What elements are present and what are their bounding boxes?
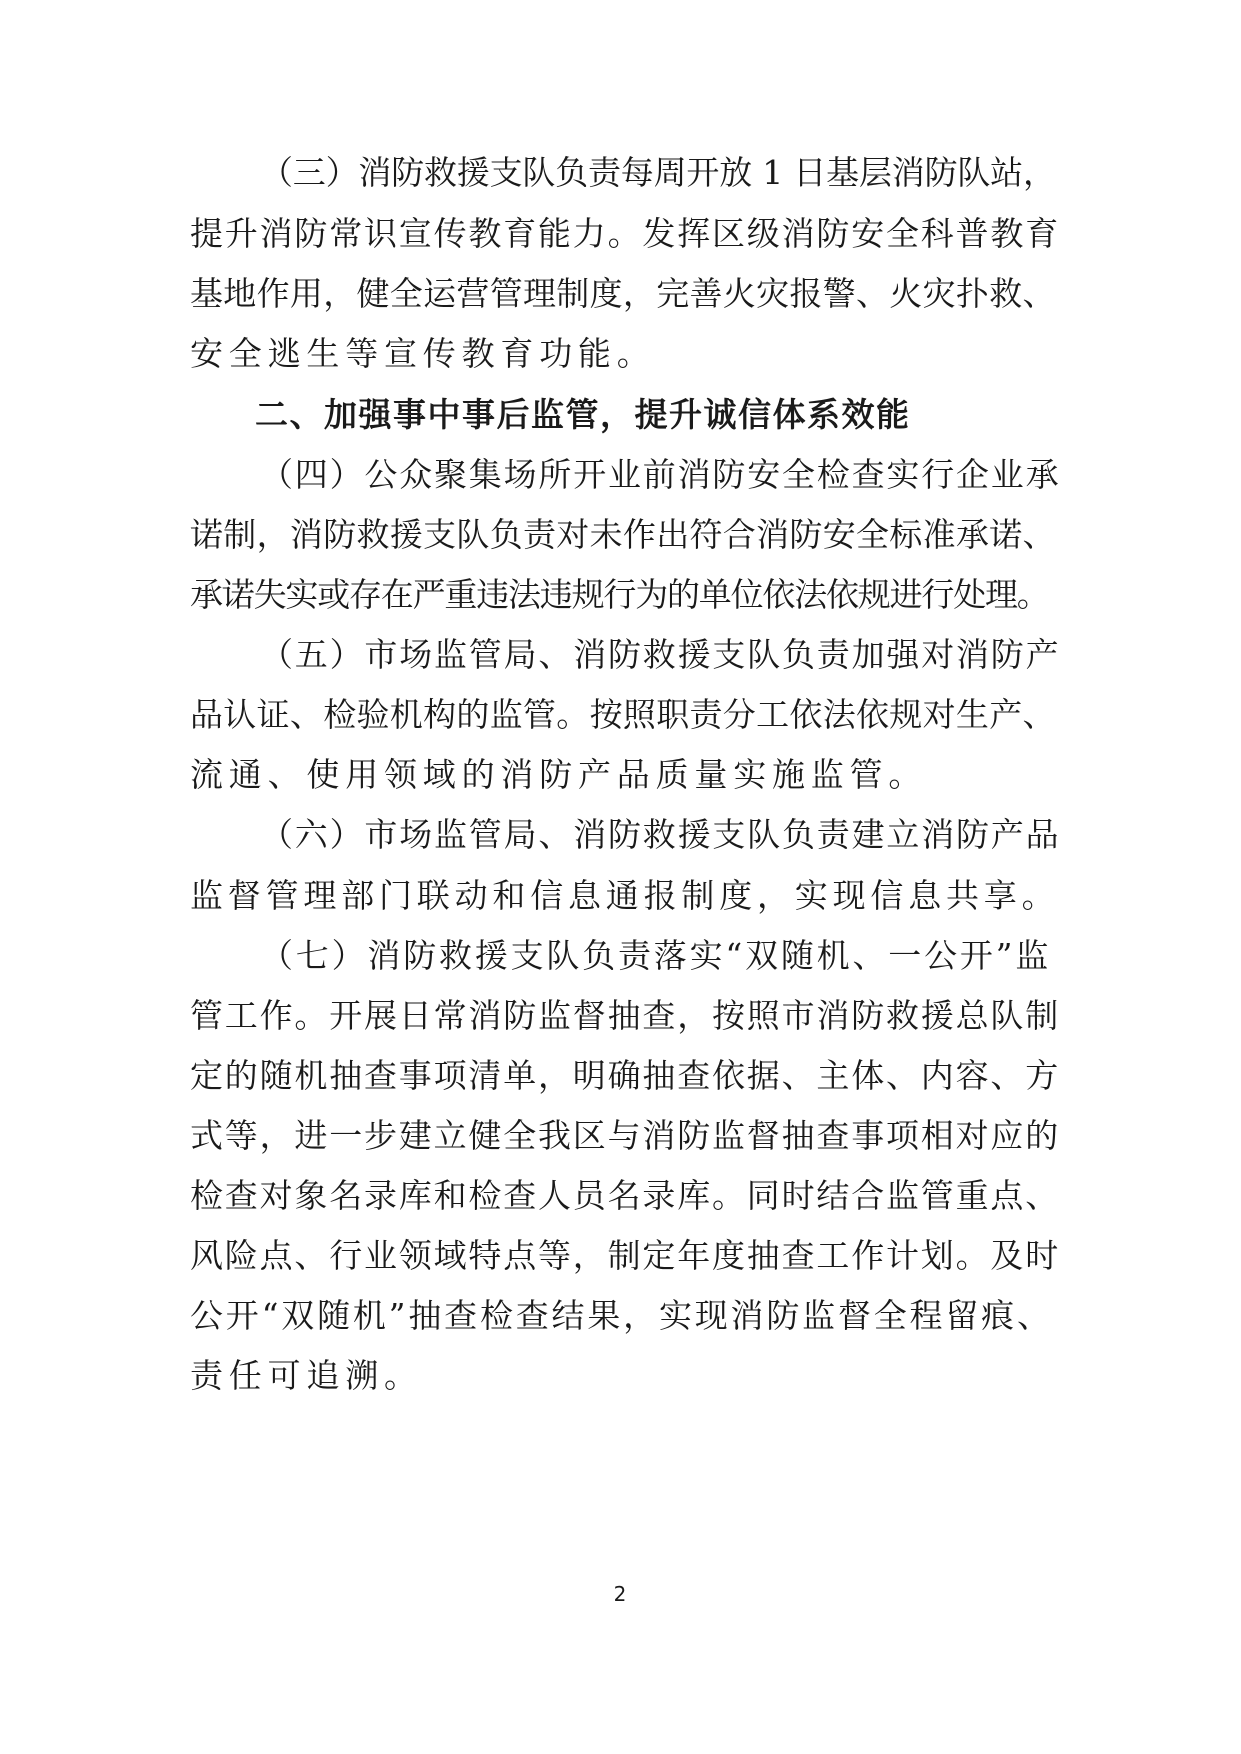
paragraph-7-line-6: 风险点、行业领域特点等，制定年度抽查工作计划。及时: [190, 1236, 1060, 1275]
paragraph-7-line-8: 责任可追溯。: [190, 1356, 423, 1395]
paragraph-7-line-3: 定的随机抽查事项清单，明确抽查依据、主体、内容、方: [190, 1056, 1060, 1095]
paragraph-7-line-1: （七）消防救援支队负责落实“双随机、一公开”监: [260, 936, 1052, 975]
paragraph-6-line-1: （六）市场监管局、消防救援支队负责建立消防产品: [260, 815, 1061, 854]
page-number: 2: [613, 1582, 627, 1606]
paragraph-7-line-7: 公开“双随机”抽查检查结果，实现消防监督全程留痕、: [190, 1296, 1053, 1335]
paragraph-3-line-3: 基地作用，健全运营管理制度，完善火灾报警、火灾扑救、: [190, 274, 1056, 313]
paragraph-7-line-2: 管工作。开展日常消防监督抽查，按照市消防救援总队制: [190, 996, 1060, 1035]
paragraph-4-line-3: 承诺失实或存在严重违法违规行为的单位依法依规进行处理。: [190, 575, 1049, 614]
paragraph-3-line-4: 安全逃生等宣传教育功能。: [190, 334, 656, 373]
paragraph-5-line-3: 流通、使用领域的消防产品质量实施监管。: [190, 755, 928, 794]
paragraph-4-line-2: 诺制，消防救援支队负责对未作出符合消防安全标准承诺、: [190, 515, 1056, 554]
paragraph-6-line-2: 监督管理部门联动和信息通报制度，实现信息共享。: [190, 876, 1060, 915]
paragraph-4-line-1: （四）公众聚集场所开业前消防安全检查实行企业承: [260, 455, 1061, 494]
paragraph-7-line-5: 检查对象名录库和检查人员名录库。同时结合监管重点、: [190, 1176, 1060, 1215]
section-heading-2: 二、加强事中事后监管，提升诚信体系效能: [255, 395, 911, 434]
paragraph-3-line-2: 提升消防常识宣传教育能力。发挥区级消防安全科普教育: [190, 214, 1060, 253]
paragraph-3-line-1: （三）消防救援支队负责每周开放 1 日基层消防队站，: [260, 153, 1056, 192]
paragraph-7-line-4: 式等，进一步建立健全我区与消防监督抽查事项相对应的: [190, 1116, 1060, 1155]
paragraph-5-line-2: 品认证、检验机构的监管。按照职责分工依法依规对生产、: [190, 695, 1056, 734]
paragraph-5-line-1: （五）市场监管局、消防救援支队负责加强对消防产: [260, 635, 1061, 674]
